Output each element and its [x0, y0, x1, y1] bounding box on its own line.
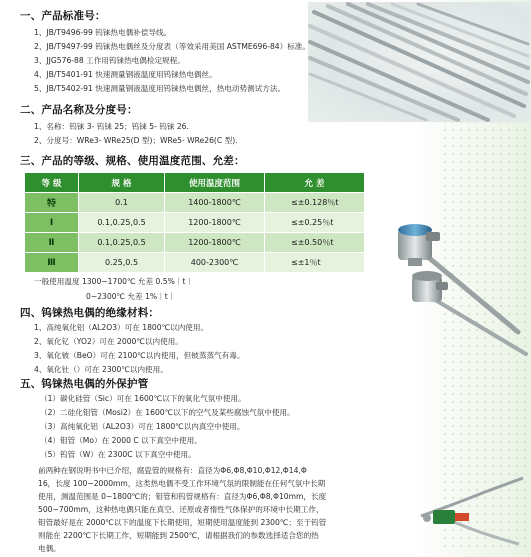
standard-item: 3、JJG576-88 工作用钨铼热电偶检定规程。	[34, 56, 185, 65]
armored-thermocouple-image	[415, 470, 527, 554]
sheath-item: （5）钨管（W）在 2300C 以下真空中使用。	[40, 450, 196, 459]
sheath-paragraph-line: 则能在 2200℃下长期工作，短期能到 2500℃，请根据我们的参数选择适合您的热	[38, 531, 319, 540]
sheath-paragraph-line: 前两种在钢说明书中已介绍，腐瓷管的规格有：直径为Φ6,Φ8,Φ10,Φ12,Φ14,Φ	[38, 466, 307, 475]
grade-cell: Ⅰ	[25, 213, 79, 233]
header-tolerance: 允 差	[265, 173, 365, 193]
rods-photo	[308, 2, 530, 122]
name-item: 2、分度号：WRe3- WRe25(D 型)；WRe5- WRe26(C 型).	[34, 136, 238, 145]
spec-cell: 0.1,0.25,0.5	[79, 213, 165, 233]
sheath-paragraph-line: 使用，测温范围是 0~1800℃的；钼管和钨管规格有：直径为Φ6,Φ8,Φ10mm，长度	[38, 492, 327, 501]
sheath-paragraph-line: 500~700mm，这种热电偶只能在真空、还原或者惰性气体保护的环境中长期工作，	[38, 505, 324, 514]
standard-item: 4、JB/T5401-91 快速测量钢液温度用钨铼热电偶丝。	[34, 70, 217, 79]
section-names-title: 二、产品名称及分度号：	[20, 104, 138, 116]
standard-item: 2、JB/T9497-99 钨铼热电偶丝及分度表（等效采用美国 ASTME696-84）标准。	[34, 42, 310, 51]
sheath-paragraph-line: 钼管最好是在 2000℃以下的温度下长期使用，短期使用温度能到 2300℃；至于钨管	[38, 518, 327, 527]
sheath-item: （3）高纯氧化铝（AL2O3）可在 1800℃以内真空中使用。	[40, 422, 245, 431]
range-cell: 400-2300℃	[165, 253, 265, 273]
tolerance-cell: ≤±0.50％t	[265, 233, 365, 253]
tolerance-cell: ≤±0.25％t	[265, 213, 365, 233]
insulation-item: 2、氧化钇（YO2）可在 2000℃以内使用。	[34, 337, 183, 346]
table-row	[25, 213, 365, 233]
section-sheath-title: 五、钨铼热电偶的外保护管	[20, 378, 149, 390]
insulation-item: 3、氧化铍（BeO）可在 2100℃以内使用，但铍蒸蒸气有毒。	[34, 351, 245, 360]
name-item: 1、名称：钨铼 3- 钨铼 25；钨铼 5- 钨铼 26.	[34, 122, 189, 131]
range-cell: 1200-1800℃	[165, 233, 265, 253]
spec-cell: 0.25,0.5	[79, 253, 165, 273]
thermocouple-straight-image	[408, 268, 528, 358]
sheath-paragraph-line: 16，长度 100~2000mm，这类热电偶不受工作环境气氛的限制能在任何气氛中长期	[38, 479, 326, 488]
section-grades-title: 三、产品的等级、规格、使用温度范围、允差：	[20, 155, 245, 167]
header-spec: 规 格	[79, 173, 165, 193]
tolerance-cell: ≤±1％t	[265, 253, 365, 273]
grades-table	[24, 172, 365, 273]
sheath-item: （2）二硅化钼管（Mosi2）在 1600℃以下的空气及某些腐蚀气氛中使用。	[40, 408, 295, 417]
table-row	[25, 233, 365, 253]
table-row	[25, 193, 365, 213]
insulation-item: 4、氧化钍（）可在 2300℃以内使用。	[34, 365, 168, 374]
spec-cell: 0.1	[79, 193, 165, 213]
sheath-paragraph-line: 电偶。	[38, 544, 61, 553]
range-cell: 1200-1800℃	[165, 213, 265, 233]
sheath-item: （1）碳化硅管（Sic）可在 1600℃以下的氧化气氛中使用。	[40, 394, 246, 403]
standard-item: 5、JB/T5402-91 快速测量钢液温度用钨铼热电偶丝，热电动势测试方法。	[34, 84, 286, 93]
section-insulation-title: 四、钨铼热电偶的绝缘材料：	[20, 307, 160, 319]
sheath-item: （4）钼管（Mo）在 2000 C 以下真空中使用。	[40, 436, 202, 445]
section-standards-title: 一、产品标准号：	[20, 10, 106, 22]
insulation-item: 1、高纯氧化铝（AL2O3）可在 1800℃以内使用。	[34, 323, 209, 332]
tolerance-note: 一般使用温度 1300~1700℃ 允差 0.5%｜t｜	[34, 277, 193, 286]
tolerance-note: 0~2300℃ 允差 1%｜t｜	[86, 292, 176, 301]
header-grade: 等 级	[25, 173, 79, 193]
table-row	[25, 253, 365, 273]
tolerance-cell: ≤±0.128％t	[265, 193, 365, 213]
table-header-row	[25, 173, 365, 193]
grade-cell: 特	[25, 193, 79, 213]
standard-item: 1、JB/T9496-99 钨铼热电偶补偿导线。	[34, 28, 172, 37]
range-cell: 1400-1800℃	[165, 193, 265, 213]
grade-cell: Ⅲ	[25, 253, 79, 273]
grade-cell: Ⅱ	[25, 233, 79, 253]
header-range: 使用温度范围	[165, 173, 265, 193]
spec-cell: 0.1,0.25,0.5	[79, 233, 165, 253]
